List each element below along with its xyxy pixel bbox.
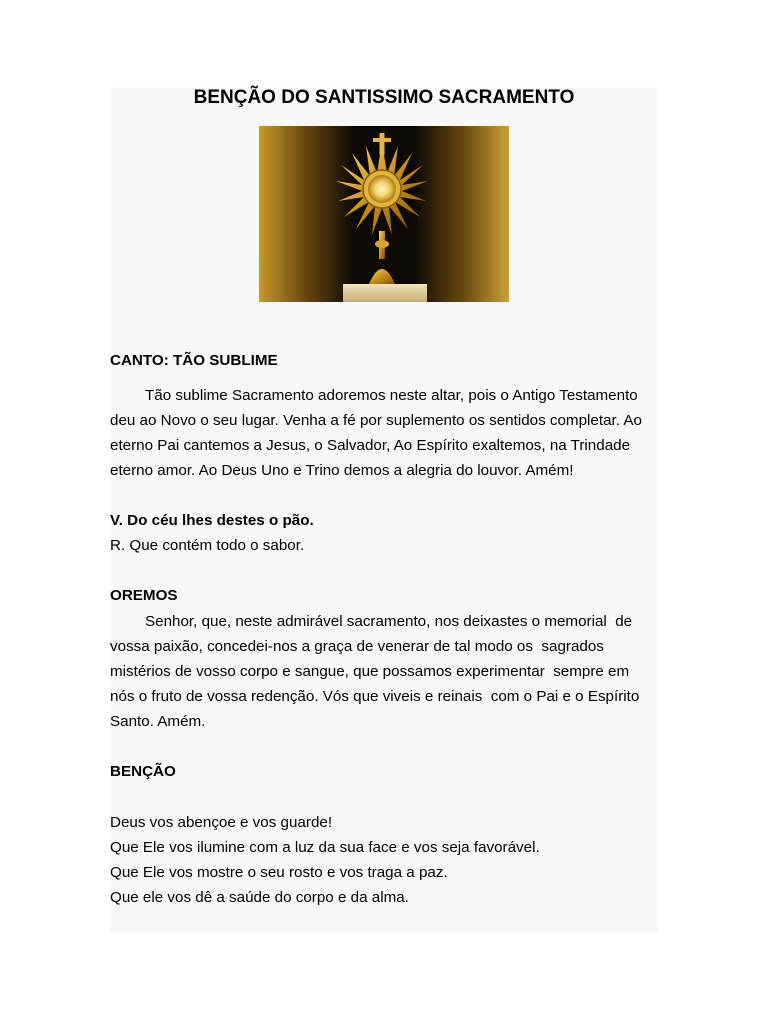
- bencao-line: Que Ele vos ilumine com a luz da sua face e vos seja favorável.: [110, 839, 540, 856]
- bencao-line: Deus vos abençoe e vos guarde!: [110, 814, 333, 831]
- versicle-v: V. Do céu lhes destes o pão.: [110, 512, 314, 529]
- versicle-r: R. Que contém todo o sabor.: [110, 537, 305, 554]
- bencao-heading: BENÇÃO: [110, 763, 176, 780]
- monstrance-icon: [259, 126, 509, 302]
- canto-heading: CANTO: TÃO SUBLIME: [110, 352, 278, 369]
- monstrance-image: [259, 126, 509, 302]
- document-title: BENÇÃO DO SANTISSIMO SACRAMENTO: [193, 87, 575, 108]
- bencao-lines: [110, 810, 658, 910]
- canto-text: Tão sublime Sacramento adoremos neste altar, pois o Antigo Testamento deu ao Novo o seu lugar. Venha a fé por suplemento os sentidos completar. Ao eterno Pai cantemos a Jesus, o Salvador, Ao Espírito exaltemos, na Trindade eterno amor. Ao Deus Uno e Trino demos a alegria do louvor. Amém!: [110, 387, 642, 479]
- bencao-line: Que Ele vos mostre o seu rosto e vos traga a paz.: [110, 864, 448, 881]
- bencao-line: Que ele vos dê a saúde do corpo e da alma.: [110, 889, 409, 906]
- oremos-heading: OREMOS: [110, 587, 178, 604]
- oremos-text: Senhor, que, neste admirável sacramento, nos deixastes o memorial de vossa paixão, concedei-nos a graça de venerar de tal modo os sagrados mistérios de vosso corpo e sangue, que possamos experimentar sempre em nós o fruto de vossa redenção. Vós que viveis e reinais com o Pai e o Espírito Santo. Amém.: [110, 613, 640, 730]
